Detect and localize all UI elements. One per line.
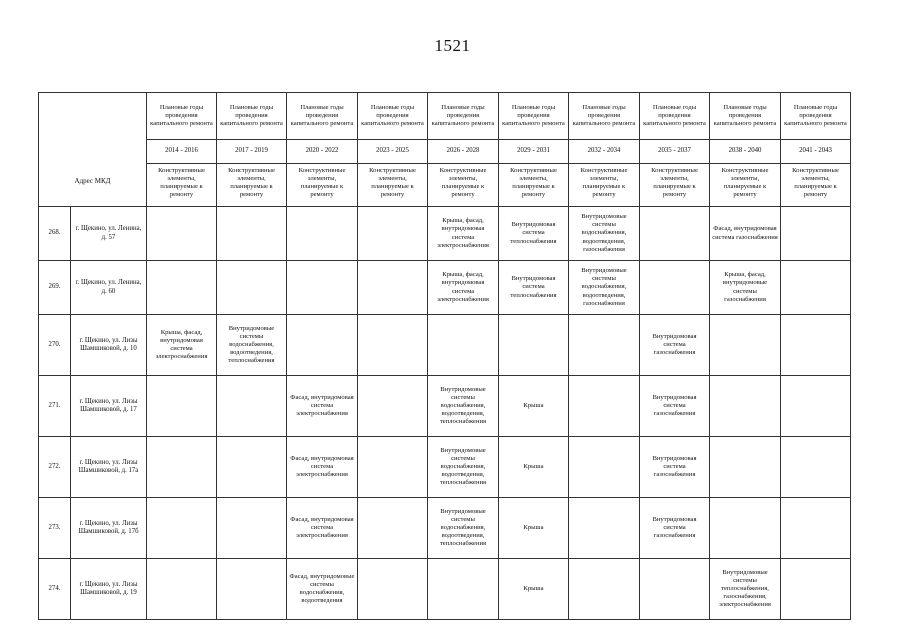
repair-elements-cell: Внутридомовые системы водоснабжения, водоотведения, теплоснабжения	[428, 376, 499, 437]
repair-elements-cell: Внутридомовая система газоснабжения	[640, 315, 710, 376]
repair-elements-cell: Крыша, фасад, внутридомовая система электроснабжения	[147, 315, 217, 376]
repair-elements-cell: Фасад, внутридомовая система электроснабжения	[287, 376, 358, 437]
repair-elements-cell: Внутридомовые системы водоснабжения, водоотведения, теплоснабжения	[217, 315, 287, 376]
repair-elements-cell	[358, 437, 428, 498]
repair-elements-cell	[358, 207, 428, 261]
repair-elements-cell: Крыша	[499, 498, 569, 559]
repair-elements-cell	[781, 207, 851, 261]
repair-elements-cell	[287, 261, 358, 315]
planned-years-header: Плановые годы проведения капитального ремонта	[217, 93, 287, 140]
repair-elements-cell	[710, 498, 781, 559]
period-header: 2029 - 2031	[499, 140, 569, 164]
table-row	[39, 376, 851, 437]
period-header: 2035 - 2037	[640, 140, 710, 164]
repair-elements-cell	[640, 207, 710, 261]
row-number: 270.	[39, 315, 71, 376]
repair-elements-cell	[358, 376, 428, 437]
repair-elements-cell: Фасад, внутридомовые системы водоснабжения, водоотведения	[287, 559, 358, 620]
planned-years-header: Плановые годы проведения капитального ремонта	[287, 93, 358, 140]
repair-elements-cell	[287, 207, 358, 261]
repair-elements-cell	[781, 437, 851, 498]
repair-elements-cell	[147, 437, 217, 498]
repair-elements-cell	[781, 315, 851, 376]
repair-elements-cell: Внутридомовая система теплоснабжения	[499, 261, 569, 315]
repair-elements-cell: Крыша, фасад, внутридомовая система электроснабжения	[428, 261, 499, 315]
period-header: 2023 - 2025	[358, 140, 428, 164]
period-header: 2038 - 2040	[710, 140, 781, 164]
repair-elements-cell	[710, 376, 781, 437]
planned-years-header: Плановые годы проведения капитального ремонта	[569, 93, 640, 140]
repair-elements-cell	[781, 559, 851, 620]
table-row	[39, 207, 851, 261]
repair-elements-cell	[358, 498, 428, 559]
repair-elements-cell	[147, 376, 217, 437]
table-row	[39, 437, 851, 498]
period-header: 2020 - 2022	[287, 140, 358, 164]
building-address: г. Щекино, ул. Лизы Шамшиковой, д. 19	[71, 559, 147, 620]
repair-elements-cell	[569, 315, 640, 376]
repair-elements-cell	[147, 498, 217, 559]
building-address: г. Щекино, ул. Ленина, д. 60	[71, 261, 147, 315]
period-header: 2041 - 2043	[781, 140, 851, 164]
repair-elements-cell	[287, 315, 358, 376]
elements-header: Конструктивные элементы, планируемые к ремонту	[569, 164, 640, 207]
repair-elements-cell	[217, 437, 287, 498]
period-header: 2032 - 2034	[569, 140, 640, 164]
header-row-planned-years	[39, 93, 851, 140]
page-number: 1521	[434, 36, 471, 55]
building-address: г. Щекино, ул. Лизы Шамшиковой, д. 10	[71, 315, 147, 376]
row-number: 271.	[39, 376, 71, 437]
repair-elements-cell: Крыша	[499, 437, 569, 498]
planned-years-header: Плановые годы проведения капитального ремонта	[428, 93, 499, 140]
repair-elements-cell	[428, 315, 499, 376]
row-number: 273.	[39, 498, 71, 559]
elements-header: Конструктивные элементы, планируемые к ремонту	[217, 164, 287, 207]
repair-elements-cell	[640, 261, 710, 315]
repair-elements-cell	[358, 261, 428, 315]
period-header: 2017 - 2019	[217, 140, 287, 164]
repair-elements-cell	[710, 437, 781, 498]
header-row-elements	[39, 164, 851, 207]
repair-elements-cell: Внутридомовая система газоснабжения	[640, 376, 710, 437]
elements-header: Конструктивные элементы, планируемые к ремонту	[428, 164, 499, 207]
planned-years-header: Плановые годы проведения капитального ремонта	[499, 93, 569, 140]
planned-years-header: Плановые годы проведения капитального ремонта	[147, 93, 217, 140]
repair-elements-cell: Внутридомовые системы водоснабжения, водоотведения, газоснабжения	[569, 207, 640, 261]
elements-header: Конструктивные элементы, планируемые к ремонту	[358, 164, 428, 207]
repair-elements-cell: Внутридомовая система газоснабжения	[640, 498, 710, 559]
repair-elements-cell	[358, 559, 428, 620]
planned-years-header: Плановые годы проведения капитального ремонта	[358, 93, 428, 140]
repair-elements-cell	[217, 207, 287, 261]
planned-years-header: Плановые годы проведения капитального ремонта	[640, 93, 710, 140]
table-row	[39, 498, 851, 559]
repair-elements-cell: Внутридомовая система теплоснабжения	[499, 207, 569, 261]
repair-elements-cell	[781, 376, 851, 437]
building-address: г. Щекино, ул. Ленина, д. 57	[71, 207, 147, 261]
row-number: 274.	[39, 559, 71, 620]
repair-elements-cell: Фасад, внутридомовая система газоснабжения	[710, 207, 781, 261]
repair-elements-cell: Внутридомовые системы водоснабжения, водоотведения, теплоснабжения	[428, 437, 499, 498]
planned-years-header: Плановые годы проведения капитального ремонта	[781, 93, 851, 140]
repair-elements-cell	[147, 261, 217, 315]
building-address: г. Щекино, ул. Лизы Шамшиковой, д. 17а	[71, 437, 147, 498]
elements-header: Конструктивные элементы, планируемые к ремонту	[287, 164, 358, 207]
repair-elements-cell	[569, 498, 640, 559]
repair-elements-cell	[710, 315, 781, 376]
planned-years-header: Плановые годы проведения капитального ремонта	[710, 93, 781, 140]
repair-elements-cell	[569, 437, 640, 498]
table-row	[39, 261, 851, 315]
repair-elements-cell	[147, 207, 217, 261]
row-number: 268.	[39, 207, 71, 261]
repair-elements-cell	[428, 559, 499, 620]
repair-elements-cell: Внутридомовая система газоснабжения	[640, 437, 710, 498]
elements-header: Конструктивные элементы, планируемые к ремонту	[147, 164, 217, 207]
repair-elements-cell: Фасад, внутридомовая система электроснабжения	[287, 498, 358, 559]
repair-elements-cell: Крыша, фасад, внутридомовые системы газоснабжения	[710, 261, 781, 315]
repair-elements-cell: Крыша	[499, 559, 569, 620]
table-row	[39, 559, 851, 620]
repair-elements-cell	[781, 261, 851, 315]
repair-elements-cell	[640, 559, 710, 620]
repair-elements-cell	[217, 376, 287, 437]
repair-elements-cell	[217, 559, 287, 620]
header-row-periods	[39, 140, 851, 164]
table-row	[39, 315, 851, 376]
building-address: г. Щекино, ул. Лизы Шамшиковой, д. 17	[71, 376, 147, 437]
repair-elements-cell: Внутридомовые системы теплоснабжения, газоснабжения, электроснабжения	[710, 559, 781, 620]
elements-header: Конструктивные элементы, планируемые к ремонту	[640, 164, 710, 207]
row-number: 272.	[39, 437, 71, 498]
row-number: 269.	[39, 261, 71, 315]
repair-elements-cell	[217, 261, 287, 315]
repair-elements-cell: Крыша, фасад, внутридомовая система электроснабжения	[428, 207, 499, 261]
repair-elements-cell	[217, 498, 287, 559]
repair-elements-cell	[358, 315, 428, 376]
elements-header: Конструктивные элементы, планируемые к ремонту	[781, 164, 851, 207]
elements-header: Конструктивные элементы, планируемые к ремонту	[499, 164, 569, 207]
period-header: 2026 - 2028	[428, 140, 499, 164]
repair-elements-cell: Фасад, внутридомовая система электроснабжения	[287, 437, 358, 498]
repair-elements-cell	[569, 559, 640, 620]
repair-elements-cell: Крыша	[499, 376, 569, 437]
period-header: 2014 - 2016	[147, 140, 217, 164]
building-address: г. Щекино, ул. Лизы Шамшиковой, д. 17б	[71, 498, 147, 559]
repair-elements-cell	[569, 376, 640, 437]
repair-elements-cell	[147, 559, 217, 620]
repair-elements-cell: Внутридомовые системы водоснабжения, водоотведения, теплоснабжения	[428, 498, 499, 559]
capital-repair-schedule-table	[38, 92, 851, 620]
elements-header: Конструктивные элементы, планируемые к ремонту	[710, 164, 781, 207]
repair-elements-cell: Внутридомовые системы водоснабжения, водоотведения, газоснабжения	[569, 261, 640, 315]
repair-elements-cell	[781, 498, 851, 559]
address-header: Адрес МКД	[39, 93, 147, 207]
repair-elements-cell	[499, 315, 569, 376]
